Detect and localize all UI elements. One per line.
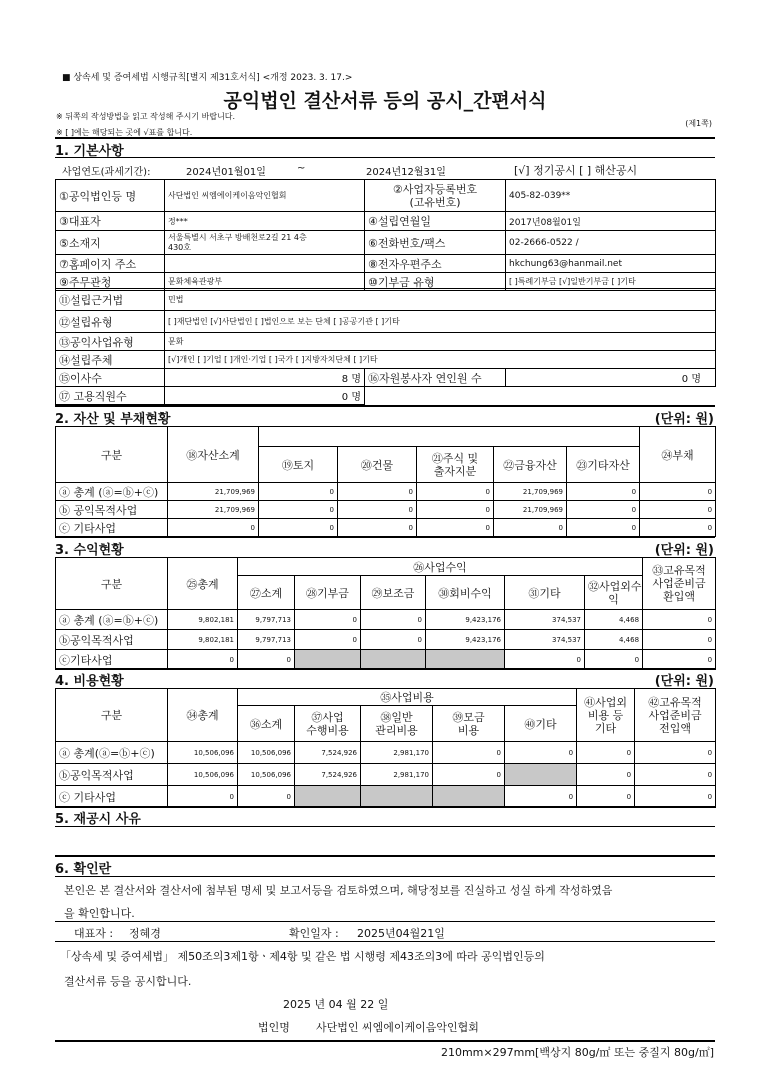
cell: 4,468: [585, 630, 643, 650]
ministry-value: 문화체육관광부: [165, 273, 365, 291]
cell: 0: [168, 650, 238, 670]
confirm-text-cont: 을 확인합니다.: [64, 907, 135, 920]
row-label: ⓒ 기타사업: [56, 786, 168, 808]
assets-table: [55, 426, 716, 537]
estdate-value: 2017년08월01일: [506, 212, 716, 231]
assets-header-financial: ㉒금융자산: [494, 447, 567, 483]
cell: 0: [505, 742, 577, 764]
cell: 10,506,096: [168, 764, 238, 786]
corp-label: 법인명: [258, 1021, 290, 1034]
table-row: [56, 610, 716, 630]
cell: 0: [338, 519, 417, 537]
page-title: 공익법인 결산서류 등의 공시_간편서식: [223, 90, 547, 112]
cell: 0: [643, 650, 716, 670]
cell: 0: [417, 483, 494, 501]
cell: 0: [361, 630, 426, 650]
cell: 0: [259, 483, 338, 501]
section-repost-title: 5. 재공시 사유: [55, 812, 141, 827]
cell: 21,709,969: [494, 483, 567, 501]
expense-header-gubun: 구분: [56, 689, 168, 742]
law-reference: ■ 상속세 및 증여세법 시행규칙[별지 제31호서식] <개정 2023. 3. 17.>: [62, 73, 353, 83]
assets-header-debt: ㉔부채: [640, 427, 716, 483]
divider: [55, 941, 715, 942]
section-income-title: 3. 수익현황: [55, 543, 124, 558]
volunteer-value: 0 명: [506, 369, 716, 387]
table-row: [56, 786, 716, 808]
cell-shaded: [361, 786, 433, 808]
directors-value: 8 명: [165, 369, 365, 387]
expense-header-exec: ㊲사업 수행비용: [295, 706, 361, 742]
cell: 0: [361, 610, 426, 630]
cell: 0: [585, 650, 643, 670]
cell: 7,524,926: [295, 742, 361, 764]
cell-shaded: [295, 650, 361, 670]
cell-shaded: [433, 786, 505, 808]
table-row: [56, 742, 716, 764]
income-header-total: ㉕총계: [168, 558, 238, 610]
row-label: ⓒ기타사업: [56, 650, 168, 670]
cell: 0: [567, 483, 640, 501]
assets-header-gubun: 구분: [56, 427, 168, 483]
cell: 0: [567, 501, 640, 519]
row-label: ⓐ 총계 (ⓐ=ⓑ+ⓒ): [56, 610, 168, 630]
basis-value: 민법: [165, 289, 716, 311]
income-table: [55, 557, 716, 670]
expense-unit: (단위: 원): [654, 674, 714, 689]
cell-shaded: [426, 650, 505, 670]
period-tilde: ~: [297, 163, 306, 174]
confirm-text: 본인은 본 결산서와 결산서에 첨부된 명세 및 보고서등을 검토하였으며, 해당정보를 진실하고 성실 하게 작성하였음: [64, 884, 613, 897]
email-value: hkchung63@hanmail.net: [506, 255, 716, 273]
table-row: [56, 483, 716, 501]
post-date: 2025 년 04 월 22 일: [283, 998, 389, 1011]
divider: [55, 137, 715, 139]
cell: 0: [635, 764, 716, 786]
corp-value: 사단법인 씨엠에이케이음악인협회: [316, 1021, 479, 1034]
cell: 0: [238, 650, 295, 670]
cell: 2,981,170: [361, 742, 433, 764]
income-header-reserve: ㉝고유목적 사업준비금 환입액: [643, 558, 716, 610]
cell: 10,506,096: [238, 764, 295, 786]
cell: 21,709,969: [494, 501, 567, 519]
cell: 0: [640, 519, 716, 537]
cell: 0: [577, 742, 635, 764]
biztype-value: 문화: [165, 333, 716, 351]
row-label: ⓑ공익목적사업: [56, 764, 168, 786]
income-header-subsidy: ㉙보조금: [361, 576, 426, 610]
cell: 0: [643, 630, 716, 650]
cell: 0: [259, 519, 338, 537]
cell: 2,981,170: [361, 764, 433, 786]
income-unit: (단위: 원): [654, 543, 714, 558]
staff-label: ⑰ 고용직원수: [56, 387, 165, 405]
page-number: (제1쪽): [685, 119, 712, 128]
cell: 10,506,096: [238, 742, 295, 764]
divider: [55, 826, 715, 827]
expense-header-sub: ㊱소계: [238, 706, 295, 742]
cell: 0: [640, 501, 716, 519]
section-confirm-title: 6. 확인란: [55, 862, 112, 877]
table-row: [56, 501, 716, 519]
cell: 0: [338, 501, 417, 519]
cell: 9,423,176: [426, 630, 505, 650]
cell: 0: [417, 519, 494, 537]
cell: 4,468: [585, 610, 643, 630]
cell: 374,537: [505, 630, 585, 650]
section-assets-title: 2. 자산 및 부채현황: [55, 412, 171, 427]
table-row: [56, 630, 716, 650]
income-header-biz: ㉖사업수익: [238, 558, 643, 576]
type-value: [ ]재단법인 [√]사단법인 [ ]법인으로 보는 단체 [ ]공공기관 [ ]기타: [165, 311, 716, 333]
basis-label: ⑪설립근거법: [56, 289, 165, 311]
income-header-donation: ㉘기부금: [295, 576, 361, 610]
cell: 0: [577, 764, 635, 786]
cell: 9,802,181: [168, 630, 238, 650]
directors-label: ⑮이사수: [56, 369, 165, 387]
expense-header-fund: ㊴모금 비용: [433, 706, 505, 742]
expense-header-admin: ㊳일반 관리비용: [361, 706, 433, 742]
name-label: ①공익법인등 명: [56, 180, 165, 212]
disclosure-type: [√] 정기공시 [ ] 해산공시: [514, 164, 638, 177]
founder-label: ⑭설립주체: [56, 351, 165, 369]
divider: [55, 1040, 715, 1042]
row-label: ⓑ 공익목적사업: [56, 501, 168, 519]
cell-shaded: [361, 650, 426, 670]
cell: 0: [635, 742, 716, 764]
table-row: [56, 764, 716, 786]
table-row: [56, 650, 716, 670]
income-header-nonbiz: ㉜사업외수 익: [585, 576, 643, 610]
expense-header-other: ㊵기타: [505, 706, 577, 742]
expense-header-biz: ㉟사업비용: [238, 689, 577, 706]
cell: 0: [505, 786, 577, 808]
cell: 0: [643, 610, 716, 630]
name-value: 사단법인 씨엠에이케이음악인협회: [165, 180, 365, 212]
table-row: [56, 519, 716, 537]
cell: 9,797,713: [238, 630, 295, 650]
volunteer-label: ⑯자원봉사자 연인원 수: [365, 369, 506, 387]
confirm-date-value: 2025년04월21일: [357, 927, 445, 940]
homepage-label: ⑦홈페이지 주소: [56, 255, 165, 273]
divider: [55, 855, 715, 857]
divider: [55, 921, 715, 922]
cell: 0: [417, 501, 494, 519]
assets-header-total: ⑱자산소계: [168, 427, 259, 483]
divider: [55, 536, 715, 538]
assets-header-building: ⑳건물: [338, 447, 417, 483]
cell: 9,423,176: [426, 610, 505, 630]
basic-info-table-3: [55, 368, 716, 405]
homepage-value: [165, 255, 365, 273]
divider: [55, 668, 715, 670]
addr-label: ⑤소재지: [56, 231, 165, 255]
biztype-label: ⑬공익사업유형: [56, 333, 165, 351]
row-label: ⓐ 총계 (ⓐ=ⓑ+ⓒ): [56, 483, 168, 501]
email-label: ⑧전자우편주소: [365, 255, 506, 273]
cell: 0: [640, 483, 716, 501]
addr-value: 서울특별시 서초구 방배천로2길 21 4층 430호: [165, 231, 365, 255]
assets-header-other: ㉓기타자산: [567, 447, 640, 483]
legal-text: 「상속세 및 증여세법」 제50조의3제1항ㆍ제4항 및 같은 법 시행령 제43조의3에 따라 공익법인등의: [60, 950, 545, 963]
paper-spec: 210mm×297mm[백상지 80g/㎡ 또는 중질지 80g/㎡]: [440, 1046, 714, 1059]
period-end: 2024년12월31일: [366, 167, 446, 178]
period-label: 사업연도(과세기간):: [62, 167, 151, 178]
cell: 9,802,181: [168, 610, 238, 630]
checkbox-note: ※ [ ]에는 해당되는 곳에 √표를 합니다.: [56, 128, 193, 137]
legal-text-cont: 결산서류 등을 공시합니다.: [64, 975, 192, 988]
cell: 9,797,713: [238, 610, 295, 630]
cell-shaded: [295, 786, 361, 808]
assets-unit: (단위: 원): [654, 412, 714, 427]
cell: 21,709,969: [168, 501, 259, 519]
donation-value: [ ]특례기부금 [√]일반기부금 [ ]기타: [506, 273, 716, 291]
confirmer-label: 대표자 :: [74, 927, 114, 940]
cell: 0: [577, 786, 635, 808]
row-label: ⓑ공익목적사업: [56, 630, 168, 650]
income-header-fee: ㉚회비수익: [426, 576, 505, 610]
instruction-note: ※ 뒤쪽의 작성방법을 읽고 작성해 주시기 바랍니다.: [56, 112, 236, 121]
phone-label: ⑥전화번호/팩스: [365, 231, 506, 255]
assets-header-stock: ㉑주식 및 출자지분: [417, 447, 494, 483]
bizno-value: 405-82-039**: [506, 180, 716, 212]
cell: 0: [295, 630, 361, 650]
cell: 0: [168, 786, 238, 808]
cell: 10,506,096: [168, 742, 238, 764]
cell: 0: [567, 519, 640, 537]
cell: 0: [168, 519, 259, 537]
cell: 21,709,969: [168, 483, 259, 501]
section-expense-title: 4. 비용현황: [55, 674, 124, 689]
confirmer-value: 정혜경: [129, 927, 161, 940]
confirm-date-label: 확인일자 :: [289, 927, 339, 940]
divider: [55, 157, 715, 158]
cell: 0: [295, 610, 361, 630]
cell: 0: [635, 786, 716, 808]
basic-info-table: [55, 179, 716, 291]
row-label: ⓒ 기타사업: [56, 519, 168, 537]
phone-value: 02-2666-0522 /: [506, 231, 716, 255]
expense-table: [55, 688, 716, 808]
rep-value: 정***: [165, 212, 365, 231]
type-label: ⑫설립유형: [56, 311, 165, 333]
period-start: 2024년01월01일: [186, 167, 266, 178]
expense-header-nonbiz: ㊶사업외 비용 등 기타: [577, 689, 635, 742]
income-header-gubun: 구분: [56, 558, 168, 610]
divider: [55, 405, 715, 407]
cell: 0: [505, 650, 585, 670]
cell-shaded: [505, 764, 577, 786]
income-header-other: ㉛기타: [505, 576, 585, 610]
divider: [55, 876, 715, 877]
cell: 0: [433, 742, 505, 764]
cell: 0: [338, 483, 417, 501]
ministry-label: ⑨주무관청: [56, 273, 165, 291]
cell: 0: [433, 764, 505, 786]
row-label: ⓐ 총계(ⓐ=ⓑ+ⓒ): [56, 742, 168, 764]
staff-value: 0 명: [165, 387, 365, 405]
cell: 7,524,926: [295, 764, 361, 786]
estdate-label: ④설립연월일: [365, 212, 506, 231]
cell: 374,537: [505, 610, 585, 630]
basic-info-table-2: [55, 288, 716, 369]
founder-value: [√]개인 [ ]기업 [ ]개인·기업 [ ]국가 [ ]지방자치단체 [ ]기타: [165, 351, 716, 369]
expense-header-total: ㉞총계: [168, 689, 238, 742]
cell: 0: [494, 519, 567, 537]
section-basic-title: 1. 기본사항: [55, 144, 124, 159]
divider: [55, 806, 715, 808]
expense-header-reserve: ㊷고유목적 사업준비금 전입액: [635, 689, 716, 742]
assets-header-land: ⑲토지: [259, 447, 338, 483]
donation-label: ⑩기부금 유형: [365, 273, 506, 291]
cell: 0: [259, 501, 338, 519]
cell: 0: [238, 786, 295, 808]
income-header-sub: ㉗소계: [238, 576, 295, 610]
bizno-label: ②사업자등록번호 (고유번호): [365, 180, 506, 212]
rep-label: ③대표자: [56, 212, 165, 231]
